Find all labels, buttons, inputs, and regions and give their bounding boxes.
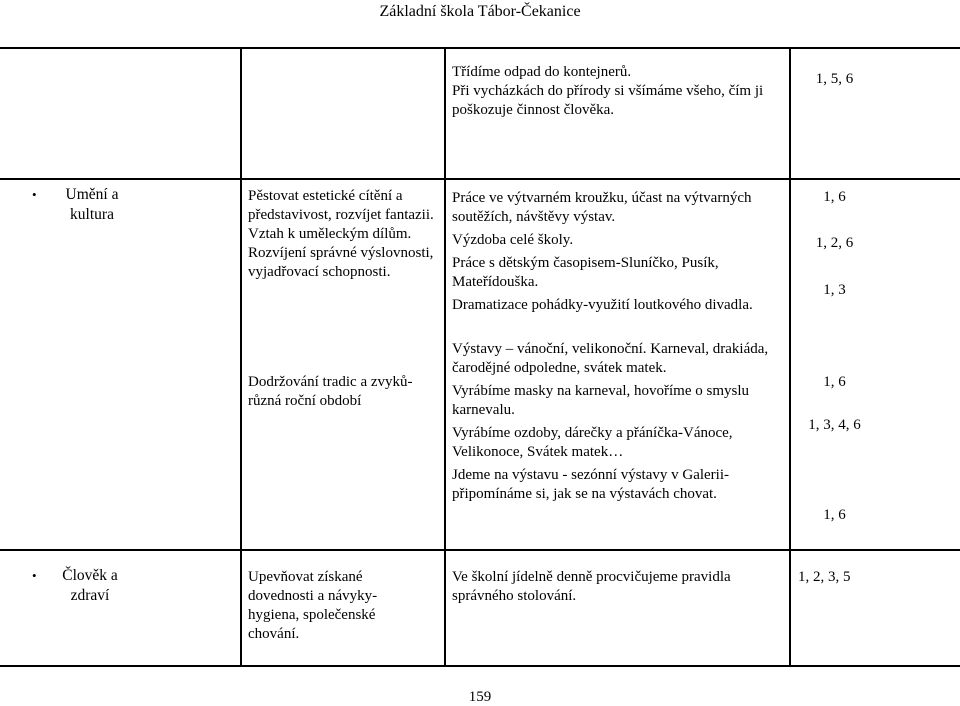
goal-text: Vztah k uměleckým dílům.	[248, 226, 412, 242]
goal-text: Rozvíjení správné výslovnosti, vyjadřovací schopnosti.	[248, 245, 434, 280]
number-cell: 1, 6	[823, 374, 846, 390]
activity-text: Práce s dětským časopisem-Sluníčko, Pusík, Mateřídouška.	[452, 255, 719, 290]
table-row-divider	[0, 178, 960, 180]
activity-text: Třídíme odpad do kontejnerů.	[452, 64, 632, 80]
activity-text: Vyrábíme ozdoby, dárečky a přáníčka-Vánoce, Velikonoce, Svátek matek…	[452, 425, 733, 460]
table-top-border	[0, 47, 960, 49]
activity-text: Výzdoba celé školy.	[452, 232, 574, 248]
number-cell: 1, 6	[823, 189, 846, 205]
table-row-divider	[0, 665, 960, 667]
bullet-icon: •	[32, 187, 37, 202]
row2-activities-a	[452, 189, 787, 319]
number-cell: 1, 6	[823, 507, 846, 523]
activity-text: Práce ve výtvarném kroužku, účast na výtvarných soutěžích, návštěvy výstav.	[452, 190, 752, 225]
table-column-divider	[444, 47, 446, 667]
number-cell: 1, 3, 4, 6	[808, 417, 861, 433]
area-title-umeni: Umění a kultura	[65, 186, 119, 223]
number-cell: 1, 3	[823, 282, 846, 298]
row2-goals-a	[248, 187, 438, 282]
row1-activities	[452, 63, 787, 120]
activity-text: Při vycházkách do přírody si všímáme všeho, čím ji poškozuje činnost člověka.	[452, 83, 764, 118]
activity-text: Dramatizace pohádky-využití loutkového divadla.	[452, 297, 753, 313]
row3-activities: Ve školní jídelně denně procvičujeme pravidla správného stolování.	[452, 569, 731, 604]
table-column-divider	[789, 47, 791, 667]
row2-goals-b: Dodržování tradic a zvyků-různá roční období	[248, 374, 413, 409]
row3-goals: Upevňovat získané dovednosti a návyky-hygiena, společenské chování.	[248, 569, 378, 642]
goal-text: Pěstovat estetické cítění a představivost, rozvíjet fantazii.	[248, 188, 434, 223]
area-title-clovek: Člověk a zdraví	[62, 567, 118, 604]
table-column-divider	[240, 47, 242, 667]
page-number: 159	[468, 689, 492, 705]
table-row-divider	[0, 549, 960, 551]
bullet-icon: •	[32, 568, 37, 583]
activity-text: Vyrábíme masky na karneval, hovoříme o smyslu karnevalu.	[452, 383, 750, 418]
activity-text: Výstavy – vánoční, velikonoční. Karneval, drakiáda, čarodějné odpoledne, svátek matek.	[452, 341, 769, 376]
number-cell: 1, 2, 6	[815, 235, 854, 251]
row2-activities-b	[452, 340, 787, 508]
row1-numbers: 1, 5, 6	[815, 71, 854, 87]
page-header: Základní škola Tábor-Čekanice	[379, 3, 581, 20]
activity-text: Jdeme na výstavu - sezónní výstavy v Galerii-připomínáme si, jak se na výstavách chovat.	[452, 467, 730, 502]
row3-numbers: 1, 2, 3, 5	[798, 569, 851, 585]
